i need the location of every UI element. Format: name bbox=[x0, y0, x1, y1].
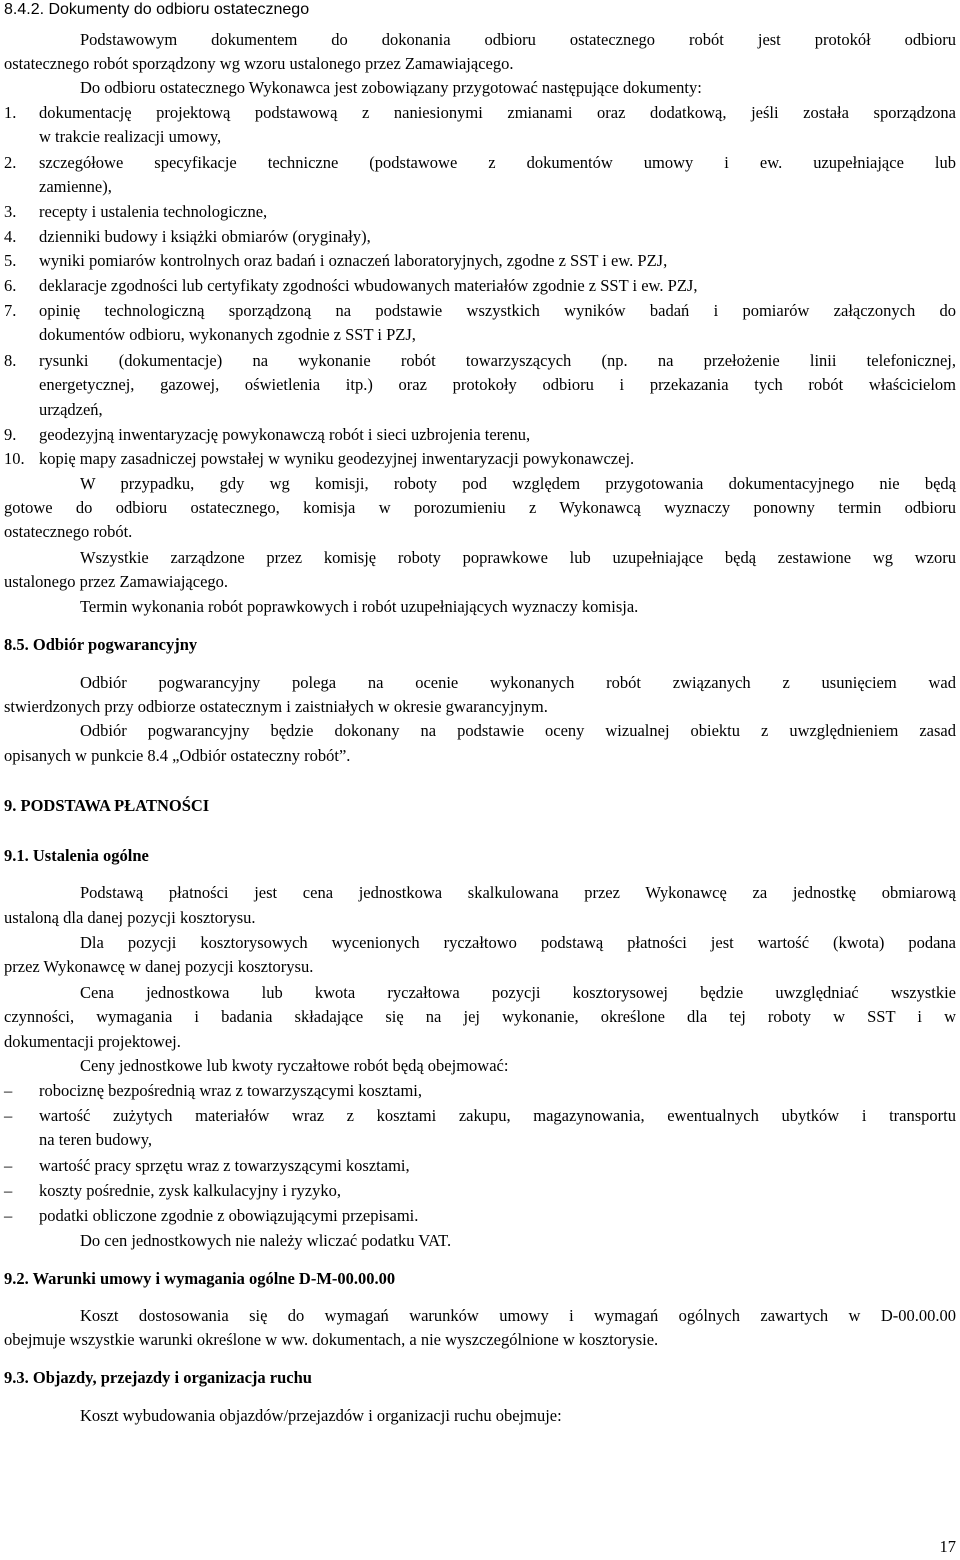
dash-bullet: – bbox=[4, 1081, 13, 1100]
vat-paragraph: Do cen jednostkowych nie należy wliczać podatku VAT. bbox=[80, 1231, 452, 1250]
section-heading-9: 9. PODSTAWA PŁATNOŚCI bbox=[4, 796, 210, 815]
list-item-number: 2. bbox=[4, 153, 17, 172]
section-heading-842: 8.4.2. Dokumenty do odbioru ostatecznego bbox=[4, 1, 310, 18]
list-item-text: dokumentów odbioru, wykonanych zgodnie z SST i PZJ, bbox=[39, 325, 416, 344]
list-item-number: 8. bbox=[4, 351, 17, 370]
list-item-text: robociznę bezpośrednią wraz z towarzyszącymi kosztami, bbox=[39, 1081, 422, 1100]
payment-paragraph-3-line-3: dokumentacji projektowej. bbox=[4, 1032, 181, 1051]
list-item-text: kopię mapy zasadniczej powstałej w wyniku geodezyjnej inwentaryzacji powykonawczej. bbox=[39, 449, 635, 468]
list-item-text: podatki obliczone zgodnie z obowiązującymi przepisami. bbox=[39, 1206, 419, 1225]
list-item-number: 4. bbox=[4, 227, 17, 246]
section-heading-85: 8.5. Odbiór pogwarancyjny bbox=[4, 635, 198, 654]
list-item-text: energetycznej, gazowej, oświetlenia itp.) oraz protokoły odbioru i przekazania tych robót właścicielom bbox=[39, 375, 956, 394]
post-warranty-paragraph-2-line-1: Odbiór pogwarancyjny będzie dokonany na podstawie oceny wizualnej obiektu z uwzględnieniem zasad bbox=[80, 721, 956, 740]
list-item-text: zamienne), bbox=[39, 177, 112, 196]
list-item-number: 6. bbox=[4, 276, 17, 295]
list-item-number: 7. bbox=[4, 301, 17, 320]
conditions-paragraph-line-1: Koszt dostosowania się do wymagań warunków umowy i wymagań ogólnych zawartych w D-00.00.00 bbox=[80, 1306, 956, 1325]
list-item-number: 3. bbox=[4, 202, 17, 221]
deadline-paragraph: Termin wykonania robót poprawkowych i robót uzupełniających wyznaczy komisja. bbox=[80, 597, 639, 616]
payment-paragraph-3-line-1: Cena jednostkowa lub kwota ryczałtowa pozycji kosztorysowej będzie uwzględniać wszystkie bbox=[80, 983, 956, 1002]
list-item-text: geodezyjną inwentaryzację powykonawczą robót i sieci uzbrojenia terenu, bbox=[39, 425, 531, 444]
detours-paragraph: Koszt wybudowania objazdów/przejazdów i organizacji ruchu obejmuje: bbox=[80, 1406, 562, 1425]
list-item-number: 9. bbox=[4, 425, 17, 444]
list-item-text: rysunki (dokumentacje) na wykonanie robót towarzyszących (np. na przełożenie linii telefonicznej, bbox=[39, 351, 956, 370]
intro-paragraph-line-2: ostatecznego robót sporządzony wg wzoru ustalonego przez Zamawiającego. bbox=[4, 54, 514, 73]
repairs-paragraph-line-1: Wszystkie zarządzone przez komisję roboty poprawkowe lub uzupełniające będą zestawione wg wzoru bbox=[80, 548, 956, 567]
payment-paragraph-1-line-1: Podstawą płatności jest cena jednostkowa skalkulowana przez Wykonawcę za jednostkę obmiarową bbox=[80, 883, 956, 902]
list-item-text: opinię technologiczną sporządzoną na podstawie wszystkich wyników badań i pomiarów załączonych do bbox=[39, 301, 956, 320]
payment-paragraph-4: Ceny jednostkowe lub kwoty ryczałtowe robót będą obejmować: bbox=[80, 1056, 509, 1075]
dash-bullet: – bbox=[4, 1106, 13, 1125]
page-number: 17 bbox=[939, 1537, 956, 1556]
post-warranty-paragraph-2-line-2: opisanych w punkcie 8.4 „Odbiór ostateczny robót”. bbox=[4, 746, 351, 765]
list-item-text: koszty pośrednie, zysk kalkulacyjny i ryzyko, bbox=[39, 1181, 341, 1200]
list-item-number: 10. bbox=[4, 449, 25, 468]
payment-paragraph-3-line-2: czynności, wymagania i badania składające się na jej wykonanie, określone dla tej roboty w SST i w bbox=[4, 1007, 956, 1026]
list-item-text: urządzeń, bbox=[39, 400, 103, 419]
lead-in-paragraph: Do odbioru ostatecznego Wykonawca jest zobowiązany przygotować następujące dokumenty: bbox=[80, 78, 702, 97]
commission-paragraph-line-1: W przypadku, gdy wg komisji, roboty pod względem przygotowania dokumentacyjnego nie będą bbox=[80, 474, 956, 493]
payment-paragraph-2-line-2: przez Wykonawcę w danej pozycji kosztorysu. bbox=[4, 957, 314, 976]
dash-bullet: – bbox=[4, 1181, 13, 1200]
list-item-text: w trakcie realizacji umowy, bbox=[39, 127, 222, 146]
repairs-paragraph-line-2: ustalonego przez Zamawiającego. bbox=[4, 572, 229, 591]
dash-bullet: – bbox=[4, 1206, 13, 1225]
list-item-text: dokumentację projektową podstawową z naniesionymi zmianami oraz dodatkową, jeśli została sporządzona bbox=[39, 103, 956, 122]
intro-paragraph-line-1: Podstawowym dokumentem do dokonania odbioru ostatecznego robót jest protokół odbioru bbox=[80, 30, 956, 49]
section-heading-91: 9.1. Ustalenia ogólne bbox=[4, 846, 149, 865]
list-item-text: wartość zużytych materiałów wraz z kosztami zakupu, magazynowania, ewentualnych ubytków i transportu bbox=[39, 1106, 956, 1125]
list-item-text: wartość pracy sprzętu wraz z towarzyszącymi kosztami, bbox=[39, 1156, 410, 1175]
commission-paragraph-line-2: gotowe do odbioru ostatecznego, komisja w porozumieniu z Wykonawcą wyznaczy ponowny termin odbioru bbox=[4, 498, 956, 517]
section-heading-93: 9.3. Objazdy, przejazdy i organizacja ruchu bbox=[4, 1368, 312, 1387]
conditions-paragraph-line-2: obejmuje wszystkie warunki określone w ww. dokumentach, a nie wyszczególnione w kosztorysie. bbox=[4, 1330, 659, 1349]
payment-paragraph-1-line-2: ustaloną dla danej pozycji kosztorysu. bbox=[4, 908, 256, 927]
list-item-text: na teren budowy, bbox=[39, 1130, 153, 1149]
payment-paragraph-2-line-1: Dla pozycji kosztorysowych wycenionych ryczałtowo podstawą płatności jest wartość (kwota) podana bbox=[80, 933, 956, 952]
post-warranty-paragraph-1-line-2: stwierdzonych przy odbiorze ostatecznym i zaistniałych w okresie gwarancyjnym. bbox=[4, 697, 548, 716]
post-warranty-paragraph-1-line-1: Odbiór pogwarancyjny polega na ocenie wykonanych robót związanych z usunięciem wad bbox=[80, 673, 956, 692]
dash-bullet: – bbox=[4, 1156, 13, 1175]
list-item-text: deklaracje zgodności lub certyfikaty zgodności wbudowanych materiałów zgodnie z SST i ew. PZJ, bbox=[39, 276, 698, 295]
list-item-text: szczegółowe specyfikacje techniczne (podstawowe z dokumentów umowy i ew. uzupełniające lub bbox=[39, 153, 956, 172]
list-item-text: recepty i ustalenia technologiczne, bbox=[39, 202, 268, 221]
list-item-text: wyniki pomiarów kontrolnych oraz badań i oznaczeń laboratoryjnych, zgodne z SST i ew. PZJ, bbox=[39, 251, 668, 270]
section-heading-92: 9.2. Warunki umowy i wymagania ogólne D-M-00.00.00 bbox=[4, 1269, 396, 1288]
commission-paragraph-line-3: ostatecznego robót. bbox=[4, 522, 133, 541]
list-item-text: dzienniki budowy i książki obmiarów (oryginały), bbox=[39, 227, 371, 246]
list-item-number: 1. bbox=[4, 103, 17, 122]
list-item-number: 5. bbox=[4, 251, 17, 270]
